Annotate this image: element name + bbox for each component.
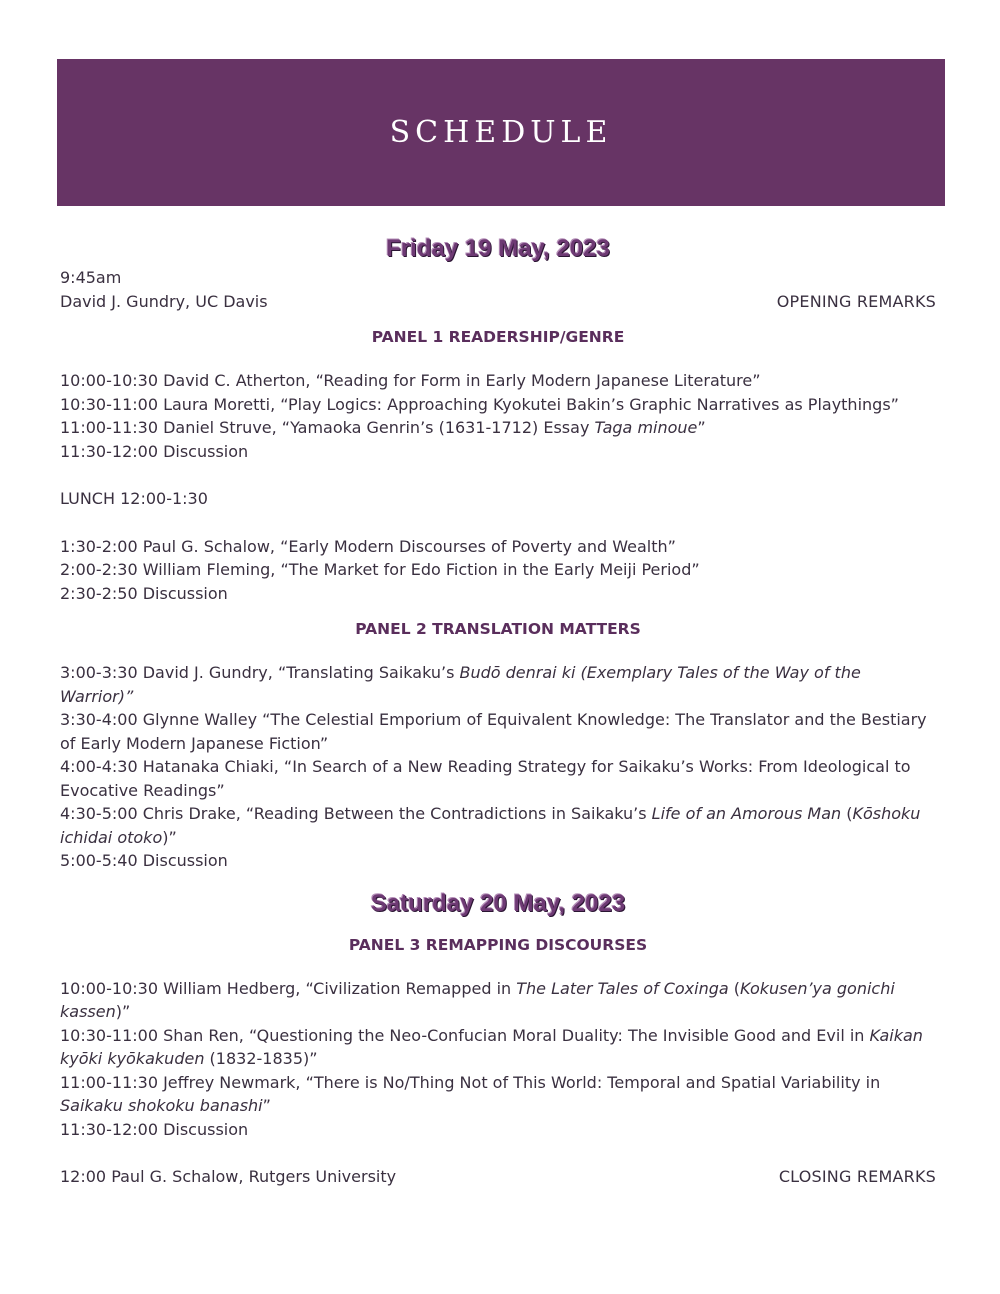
lunch-break: LUNCH 12:00-1:30 (60, 489, 208, 508)
day-heading-saturday: Saturday 20 May, 2023 (370, 889, 626, 917)
opening-time: 9:45am (60, 268, 122, 287)
panel-2-title: PANEL 2 TRANSLATION MATTERS (355, 620, 641, 638)
list-item: 2:00-2:30 William Fleming, “The Market for Edo Fiction in the Early Meiji Period” (60, 560, 700, 579)
page-title: SCHEDULE (389, 115, 613, 150)
closing-speaker: 12:00 Paul G. Schalow, Rutgers University (60, 1167, 397, 1186)
list-item: 10:30-11:00 Shan Ren, “Questioning the Neo-Confucian Moral Duality: The Invisible Good and Evil in Kaikan kyōki kyōkakuden (1832-1835)” (60, 1025, 923, 1068)
list-item: 11:00-11:30 Jeffrey Newmark, “There is No/Thing Not of This World: Temporal and Spatial Variability in Saikaku shokoku banashi” (60, 1072, 881, 1115)
list-item: 4:30-5:00 Chris Drake, “Reading Between the Contradictions in Saikaku’s Life of an Amorous Man (Kōshoku ichidai otoko)” (60, 804, 921, 847)
list-item: 10:30-11:00 Laura Moretti, “Play Logics: Approaching Kyokutei Bakin’s Graphic Narratives as Playthings” (60, 394, 899, 414)
list-item: 10:00-10:30 David C. Atherton, “Reading for Form in Early Modern Japanese Literature” (60, 371, 761, 390)
schedule-banner (57, 59, 945, 206)
list-item: 11:30-12:00 Discussion (60, 441, 249, 461)
schedule-content (60, 232, 936, 1189)
list-item: 4:00-4:30 Hatanaka Chiaki, “In Search of a New Reading Strategy for Saikaku’s Works: From Ideological to Evocative Readings” (60, 757, 911, 800)
list-item: 5:00-5:40 Discussion (60, 851, 228, 870)
closing-remarks-row (60, 1165, 936, 1189)
opening-label: OPENING REMARKS (776, 291, 936, 311)
panel-3-title: PANEL 3 REMAPPING DISCOURSES (348, 935, 648, 954)
list-item: 10:00-10:30 William Hedberg, “Civilization Remapped in The Later Tales of Coxinga (Kokusen’ya gonichi kassen)” (60, 978, 895, 1021)
day-heading-friday: Friday 19 May, 2023 (386, 235, 610, 262)
list-item: 11:30-12:00 Discussion (60, 1119, 249, 1139)
list-item: 11:00-11:30 Daniel Struve, “Yamaoka Genrin’s (1631-1712) Essay Taga minoue” (60, 418, 706, 437)
opening-remarks-row (60, 290, 936, 314)
list-item: 3:30-4:00 Glynne Walley “The Celestial Emporium of Equivalent Knowledge: The Translator and the Bestiary of Early Modern Japanese Fiction” (60, 710, 927, 753)
list-item: 2:30-2:50 Discussion (60, 583, 228, 603)
closing-label: CLOSING REMARKS (778, 1167, 936, 1186)
opening-speaker: David J. Gundry, UC Davis (60, 291, 268, 311)
list-item: 1:30-2:00 Paul G. Schalow, “Early Modern Discourses of Poverty and Wealth” (60, 536, 676, 556)
panel-1-title: PANEL 1 READERSHIP/GENRE (371, 328, 625, 346)
list-item: 3:00-3:30 David J. Gundry, “Translating Saikaku’s Budō denrai ki (Exemplary Tales of the Way of the Warrior)” (60, 663, 861, 706)
